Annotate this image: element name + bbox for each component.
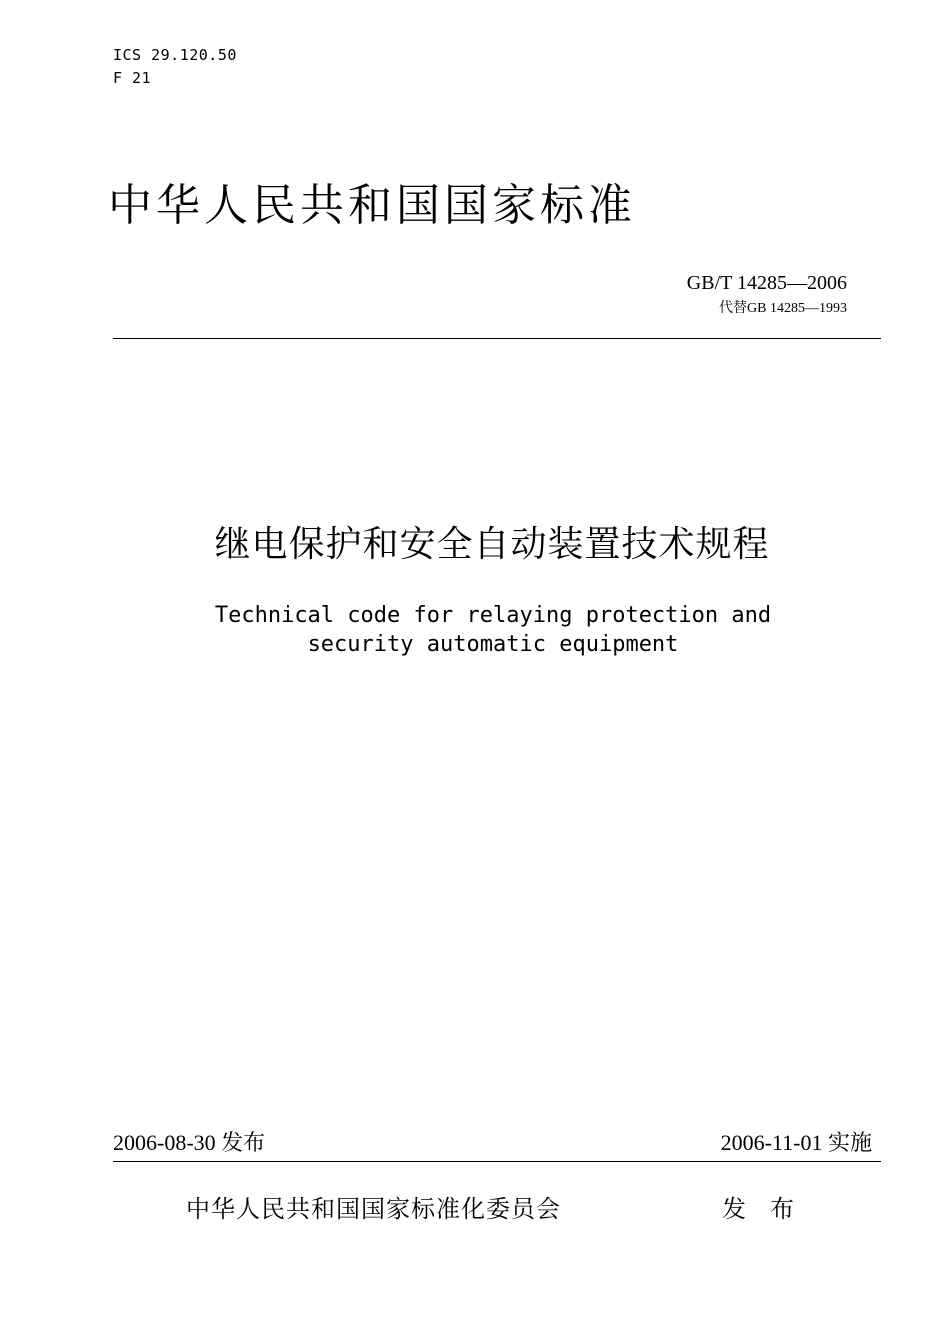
top-divider: [113, 338, 881, 339]
document-title-english-line1: Technical code for relaying protection and: [214, 603, 772, 628]
ics-code: ICS 29.120.50: [113, 46, 237, 64]
replaces-standard: 代替GB 14285—1993: [719, 301, 847, 316]
ccs-code: F 21: [113, 69, 152, 87]
publish-label: 发布: [722, 1195, 818, 1223]
issue-date: 2006-08-30 发布: [113, 1130, 266, 1155]
document-title-chinese: 继电保护和安全自动装置技术规程: [214, 524, 770, 565]
document-title-english-line2: security automatic equipment: [307, 632, 679, 657]
standard-title: 中华人民共和国国家标准: [108, 180, 636, 231]
effective-date: 2006-11-01 实施: [720, 1130, 872, 1155]
standard-number: GB/T 14285—2006: [686, 272, 847, 294]
bottom-divider: [113, 1161, 881, 1162]
publisher-name: 中华人民共和国国家标准化委员会: [186, 1195, 561, 1223]
